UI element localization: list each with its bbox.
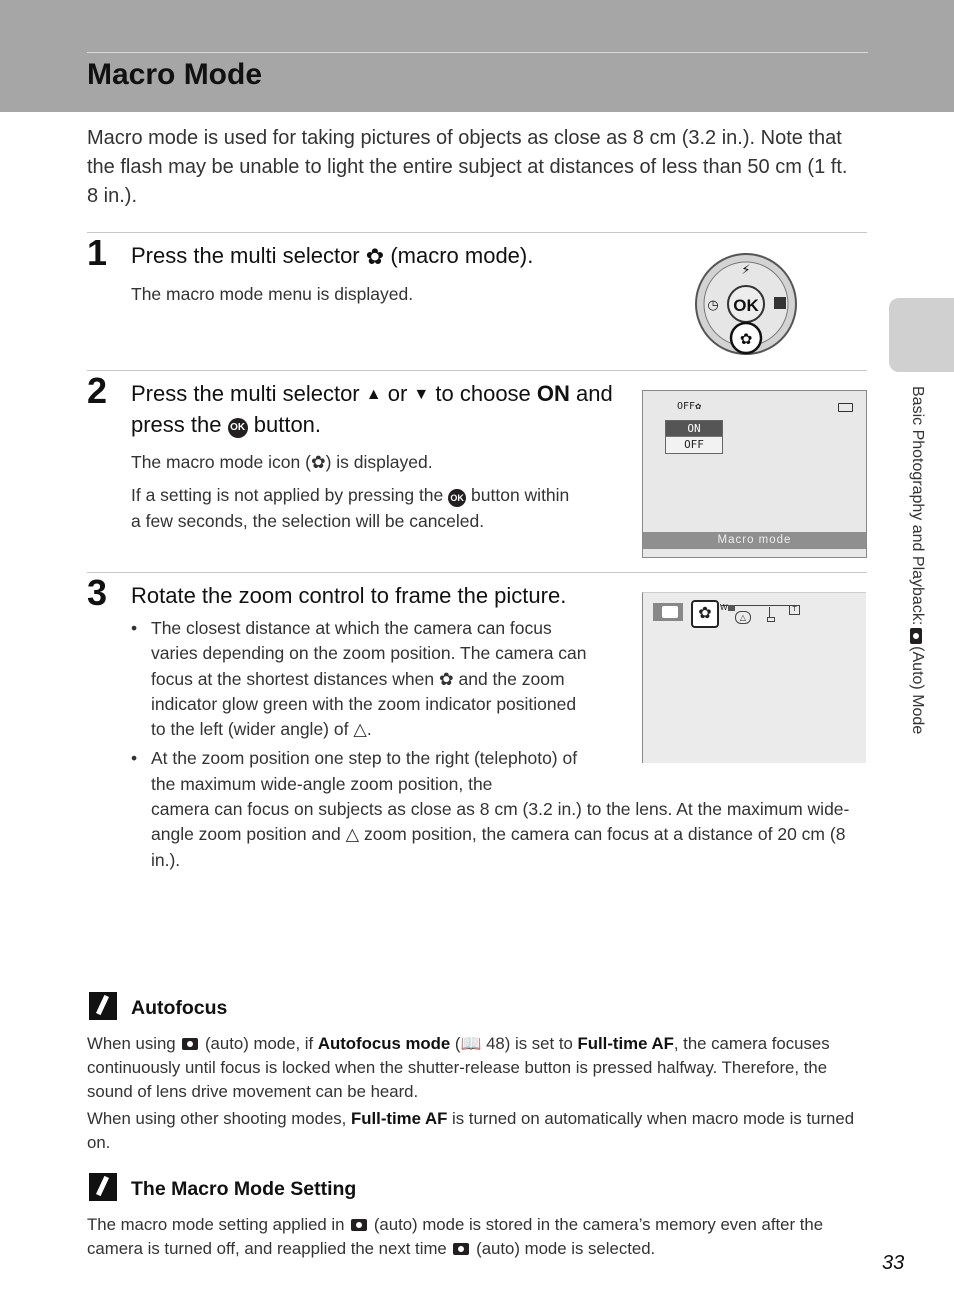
screen-caption: Macro mode [643, 532, 866, 549]
menu-item-on: ON [666, 421, 722, 436]
macro-flower-icon: ✿ [739, 330, 753, 348]
text: The closest distance at which the camera can focus varies depending on the zoom position. The camera can focus at the shortest distances when [151, 618, 587, 689]
text: ) is displayed. [325, 452, 433, 472]
zoom-position-marker [728, 605, 735, 611]
macro-flower-icon: ✿ [365, 244, 385, 269]
zoom-triangle-icon: △ [735, 611, 751, 624]
camera-icon [453, 1243, 469, 1255]
step-heading: Rotate the zoom control to frame the picture. [131, 583, 567, 608]
camera-icon [351, 1219, 367, 1231]
bold-term: Full-time AF [351, 1109, 448, 1128]
macro-flower-icon: ✿ [691, 600, 719, 628]
text: and the zoom indicator glow green with the zoom indicator positioned to the left (wider angle) of [151, 668, 577, 740]
text: 48) is set to [486, 1034, 573, 1053]
camera-screen-macro-menu [642, 390, 867, 558]
flash-icon: ⚡ [741, 263, 751, 278]
step-heading-text: or [387, 381, 408, 406]
header-band [0, 0, 954, 112]
text: is turned on automatically when macro mode is turned on. [87, 1109, 855, 1152]
text: The macro mode setting applied in [87, 1215, 345, 1234]
zoom-tick [767, 617, 775, 622]
text: When using [87, 1034, 176, 1053]
text: zoom position, the camera can focus at a distance of 20 cm (8 in.). [151, 824, 846, 870]
camera-icon [662, 606, 678, 618]
up-arrow-icon: ▲ [365, 386, 382, 403]
menu-item-off: OFF [666, 436, 722, 452]
text: (Auto) Mode [909, 646, 926, 735]
note-title: Autofocus [131, 997, 228, 1019]
ok-button-icon: OK [228, 418, 248, 438]
page-number: 33 [882, 1252, 905, 1274]
text: (auto) mode is stored in the camera’s memory even after the camera is turned off, and reapplied the next time [87, 1215, 824, 1258]
auto-mode-badge [653, 603, 683, 621]
text: camera can focus on subjects as close as 8 cm (3.2 in.) to the lens. At the maximum wide-angle zoom position and [151, 799, 850, 845]
ok-button-icon: OK [448, 489, 466, 507]
note-pencil-icon [89, 1173, 117, 1201]
zoom-tick [769, 607, 770, 617]
step-description [131, 449, 581, 475]
intro-paragraph: Macro mode is used for taking pictures of objects as close as 8 cm (3.2 in.). Note that the flash may be unable to light the entire subject at distances of less than 50 cm (1 ft. 8 in.). [87, 127, 848, 207]
text: . [366, 719, 372, 740]
text: button within a few seconds, the selection will be canceled. [131, 485, 570, 531]
step-heading [131, 241, 533, 271]
macro-menu [665, 420, 723, 454]
zoom-triangle-icon: △ [345, 824, 360, 845]
zoom-tele-label: T [789, 605, 800, 615]
note-title: The Macro Mode Setting [131, 1178, 357, 1200]
text: OFF [677, 401, 696, 412]
macro-flower-icon: ✿ [438, 668, 454, 689]
step-heading-text: and press the [131, 381, 613, 437]
step-heading-text: button. [253, 412, 322, 437]
step-number: 2 [87, 370, 108, 411]
text: , the camera focuses continuously until focus is locked when the shutter-release button is pressed halfway. Therefore, the sound of lens drive movement can be heard. [87, 1034, 830, 1101]
battery-icon [838, 403, 853, 412]
camera-icon [910, 628, 922, 644]
self-timer-icon: ◷ [707, 298, 719, 313]
bold-term: Autofocus mode [317, 1034, 451, 1053]
section-sidebar-label [906, 386, 926, 734]
ok-label: OK [733, 296, 759, 315]
note-paragraph [87, 1213, 867, 1261]
zoom-wide-label: W [720, 603, 728, 612]
section-tab [889, 298, 954, 372]
text: (auto) mode, if [204, 1034, 314, 1053]
page-title: Macro Mode [87, 58, 263, 91]
step-heading [131, 379, 631, 440]
on-option-label: ON [536, 381, 570, 406]
zoom-triangle-icon: △ [353, 719, 367, 740]
text: (auto) mode is selected. [476, 1239, 656, 1258]
macro-flower-icon: ✿ [695, 401, 702, 412]
step-divider [87, 232, 867, 233]
note-pencil-icon [89, 992, 117, 1020]
step-heading-text: to choose [435, 381, 531, 406]
header-rule [87, 52, 868, 53]
text: If a setting is not applied by pressing the [131, 485, 444, 505]
step-number: 1 [87, 232, 108, 273]
text: Basic Photography and Playback: [909, 386, 926, 626]
down-arrow-icon: ▼ [413, 386, 430, 403]
step-heading-text: (macro mode). [390, 243, 534, 268]
step-number: 3 [87, 572, 108, 613]
text: • At the zoom position one step to the right (telephoto) of the maximum wide-angle zoom position, the [151, 748, 578, 794]
bold-term: Full-time AF [577, 1034, 674, 1053]
camera-icon [182, 1038, 198, 1050]
text: The macro mode icon ( [131, 452, 311, 472]
step-heading-text: Press the multi selector [131, 243, 360, 268]
note-paragraph [87, 1107, 867, 1155]
macro-flower-icon: ✿ [310, 452, 326, 472]
step-heading-text: Press the multi selector [131, 381, 360, 406]
macro-off-indicator [677, 401, 701, 412]
step-description: The macro mode menu is displayed. [131, 284, 414, 304]
list-item [131, 746, 861, 872]
book-reference-icon: 📖 [460, 1034, 482, 1053]
exposure-compensation-icon [774, 297, 786, 309]
step-divider [87, 370, 867, 371]
text: When using other shooting modes, [87, 1109, 347, 1128]
camera-screen-zoom [642, 592, 866, 763]
step-description [131, 482, 581, 534]
list-item [131, 616, 591, 742]
note-paragraph: When using (auto) mode, if Autofocus mode (📖 48) is set to Full-time AF, the camera focuses continuously until focus is locked when the shutter-release button is pressed halfway. Therefore, the sound of lens drive movement can be heard. [87, 1034, 830, 1101]
multi-selector-illustration [694, 252, 800, 358]
step-divider [87, 572, 867, 573]
